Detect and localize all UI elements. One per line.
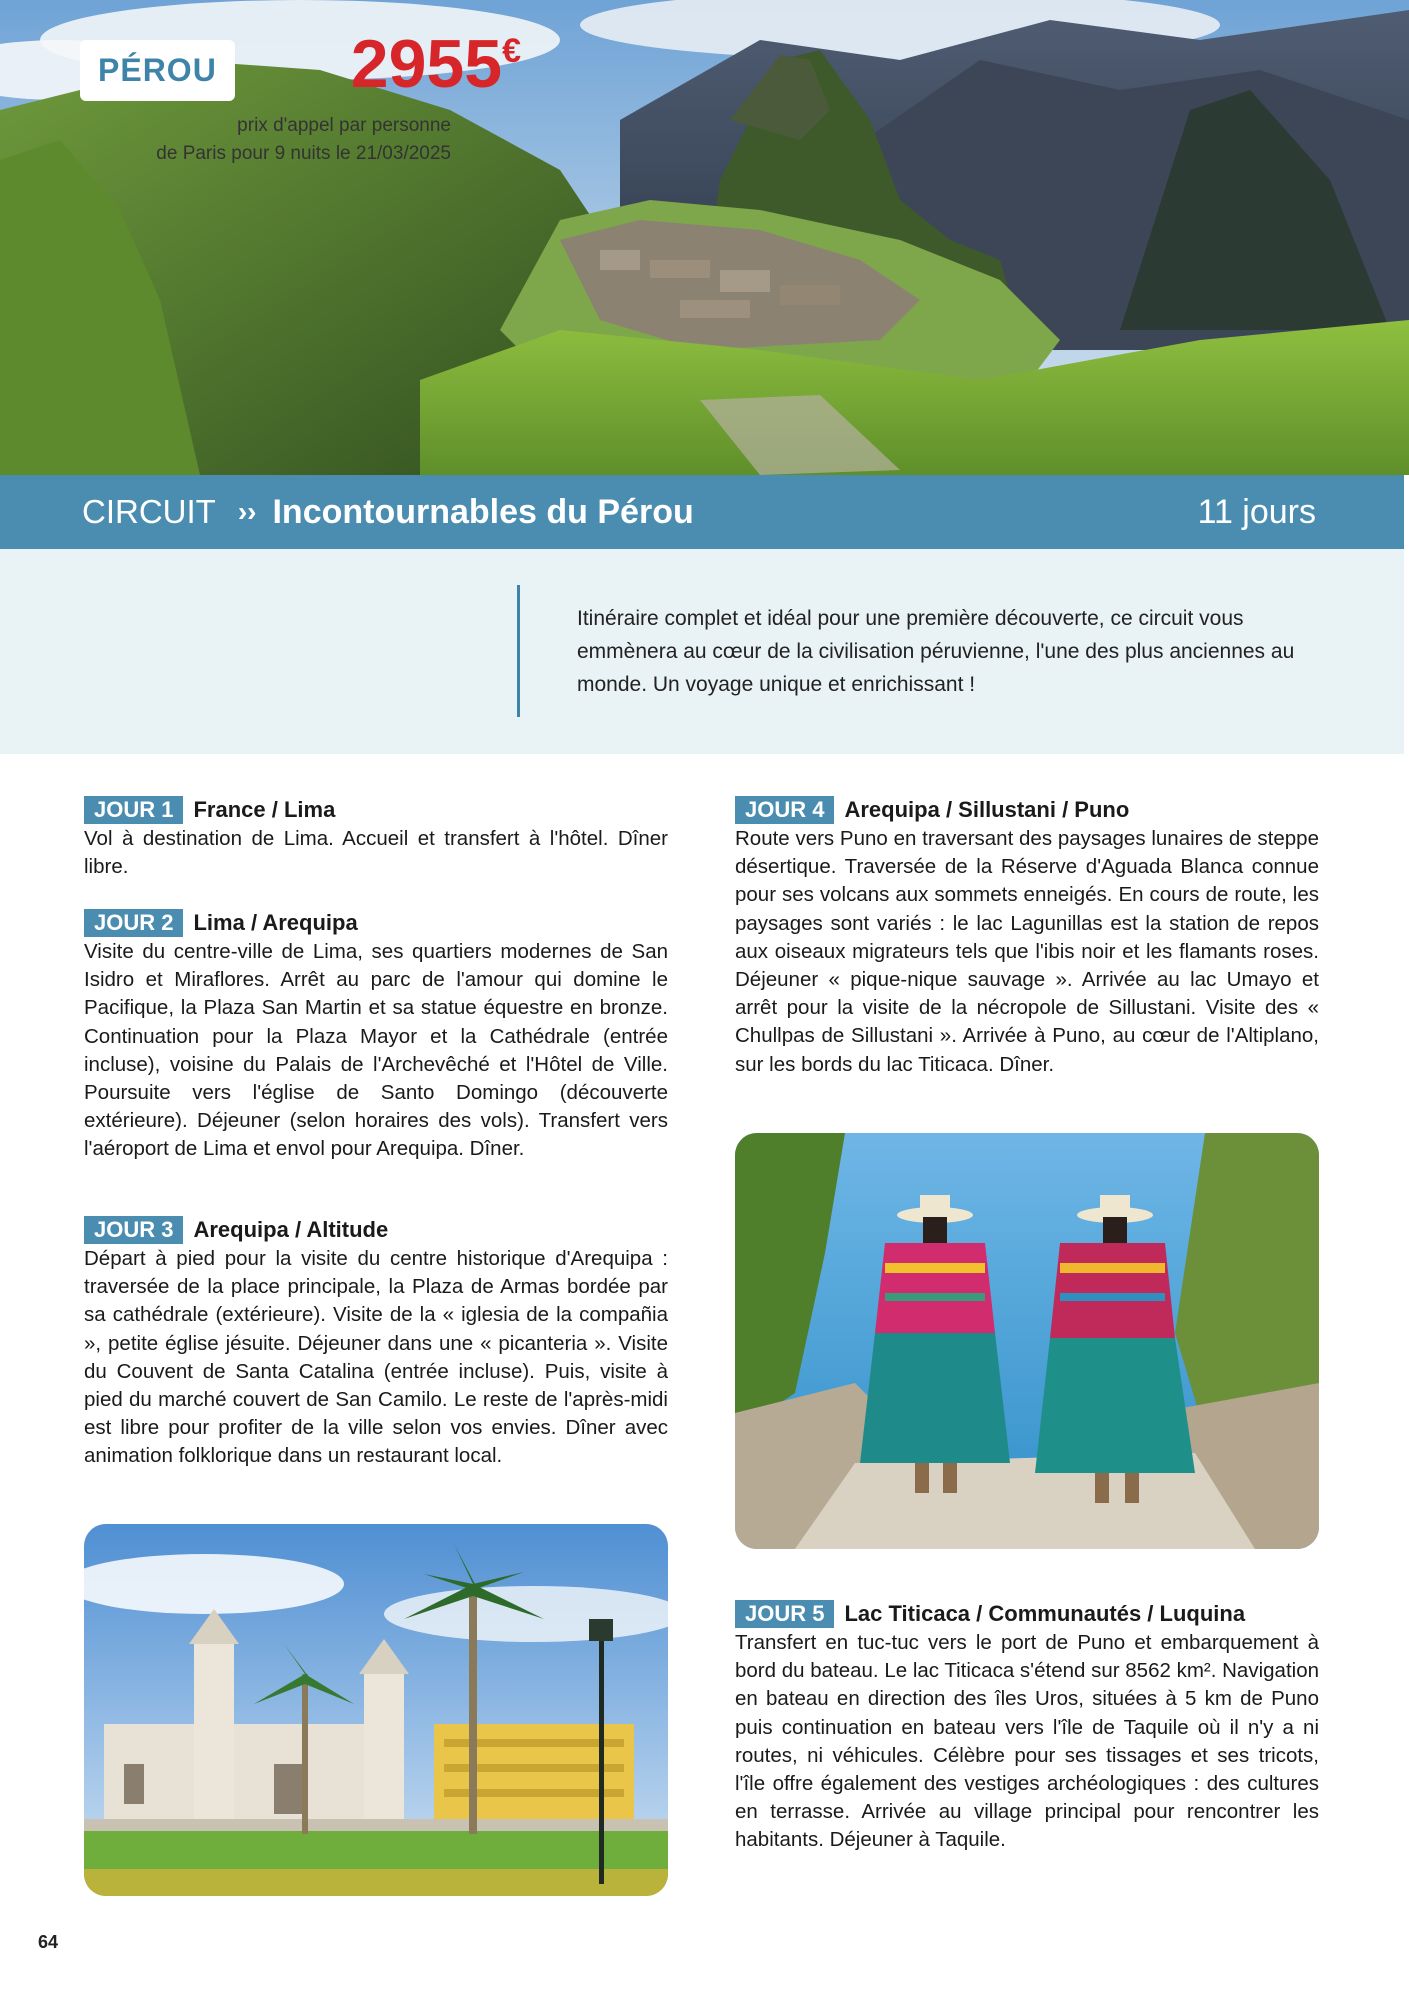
price-note bbox=[156, 112, 451, 168]
circuit-type-label: CIRCUIT bbox=[82, 493, 216, 530]
price-amount: 2955€ bbox=[350, 26, 521, 102]
day-section bbox=[735, 1600, 1319, 1855]
day-section bbox=[84, 796, 668, 881]
day-badge: JOUR 5 bbox=[735, 1600, 834, 1628]
circuit-duration: 11 jours bbox=[1197, 492, 1316, 531]
day-title: Lac Titicaca / Communautés / Luquina bbox=[844, 1601, 1246, 1626]
divider bbox=[517, 585, 520, 717]
country-tag: PÉROU bbox=[80, 40, 235, 101]
day-text: Transfert en tuc-tuc vers le port de Puno et embarquement à bord du bateau. Le lac Titicaca s'étend sur 8562 km². Navigation en bateau en direction des îles Uros, situées à 5 km de Puno puis continuation en bateau vers l'île de Taquile où il n'y a ni routes, ni véhicules. Célèbre pour ses tissages et ses tricots, l'île offre également des vestiges archéologiques : des cultures en terrasse. Arrivée au village principal pour rencontrer les habitants. Déjeuner à Taquile. bbox=[735, 1631, 1319, 1852]
chevrons-icon: ›› bbox=[237, 496, 257, 527]
day-section bbox=[84, 909, 668, 1164]
day-title: Arequipa / Sillustani / Puno bbox=[844, 797, 1130, 822]
intro-text: Itinéraire complet et idéal pour une première découverte, ce circuit vous emmènera au cœur de la civilisation péruvienne, l'une des plus anciennes au monde. Un voyage unique et enrichissant ! bbox=[577, 607, 1295, 696]
day-title: France / Lima bbox=[193, 797, 336, 822]
photo-lima-plaza-mayor bbox=[84, 1524, 668, 1896]
page-number: 64 bbox=[38, 1932, 59, 1952]
day-badge: JOUR 1 bbox=[84, 796, 183, 824]
day-section bbox=[84, 1216, 668, 1471]
day-text: Visite du centre-ville de Lima, ses quartiers modernes de San Isidro et Miraflores. Arrêt au parc de l'amour qui domine le Pacifique, la Plaza San Martin et sa statue équestre en bronze. Continuation pour la Plaza Mayor et la Cathédrale (entrée incluse), voisine du Palais de l'Archevêché et l'Hôtel de Ville. Poursuite vers l'église de Santo Domingo (découverte extérieure). Déjeuner (selon horaires des vols). Transfert vers l'aéroport de Lima et envol pour Arequipa. Dîner. bbox=[84, 940, 668, 1161]
day-title: Lima / Arequipa bbox=[193, 910, 358, 935]
day-text: Vol à destination de Lima. Accueil et transfert à l'hôtel. Dîner libre. bbox=[84, 827, 668, 879]
price-note-line2: de Paris pour 9 nuits le 21/03/2025 bbox=[156, 143, 451, 164]
day-badge: JOUR 3 bbox=[84, 1216, 183, 1244]
circuit-title: Incontournables du Pérou bbox=[272, 492, 694, 531]
day-text: Départ à pied pour la visite du centre historique d'Arequipa : traversée de la place principale, la Plaza de Armas bordée par sa cathédrale (extérieure). Visite de la « iglesia de la compañia », petite église jésuite. Déjeuner dans une « picanteria ». Visite du Couvent de Santa Catalina (entrée incluse). Puis, visite à pied du marché couvert de San Camilo. Le reste de l'après-midi est libre pour profiter de la ville selon vos envies. Dîner avec animation folklorique dans un restaurant local. bbox=[84, 1247, 668, 1468]
price-note-line1: prix d'appel par personne bbox=[237, 115, 451, 136]
circuit-title-band bbox=[0, 475, 1404, 549]
day-badge: JOUR 4 bbox=[735, 796, 834, 824]
currency-symbol: € bbox=[502, 32, 521, 70]
day-title: Arequipa / Altitude bbox=[193, 1217, 389, 1242]
day-badge: JOUR 2 bbox=[84, 909, 183, 937]
day-section bbox=[735, 796, 1319, 1079]
day-text: Route vers Puno en traversant des paysages lunaires de steppe désertique. Traversée de la Réserve d'Aguada Blanca connue pour ses volcans aux sommets enneigés. En cours de route, les paysages sont variés : le lac Lagunillas est la station de repos aux oiseaux migrateurs tels que l'ibis noir et les flamants roses. Déjeuner « pique-nique sauvage ». Arrivée au lac Umayo et arrêt pour la visite de la nécropole de Sillustani. Visite des « Chullpas de Sillustani ». Arrivée à Puno, au cœur de l'Altiplano, sur les bords du lac Titicaca. Dîner. bbox=[735, 827, 1319, 1076]
photo-titicaca-women bbox=[735, 1133, 1319, 1549]
